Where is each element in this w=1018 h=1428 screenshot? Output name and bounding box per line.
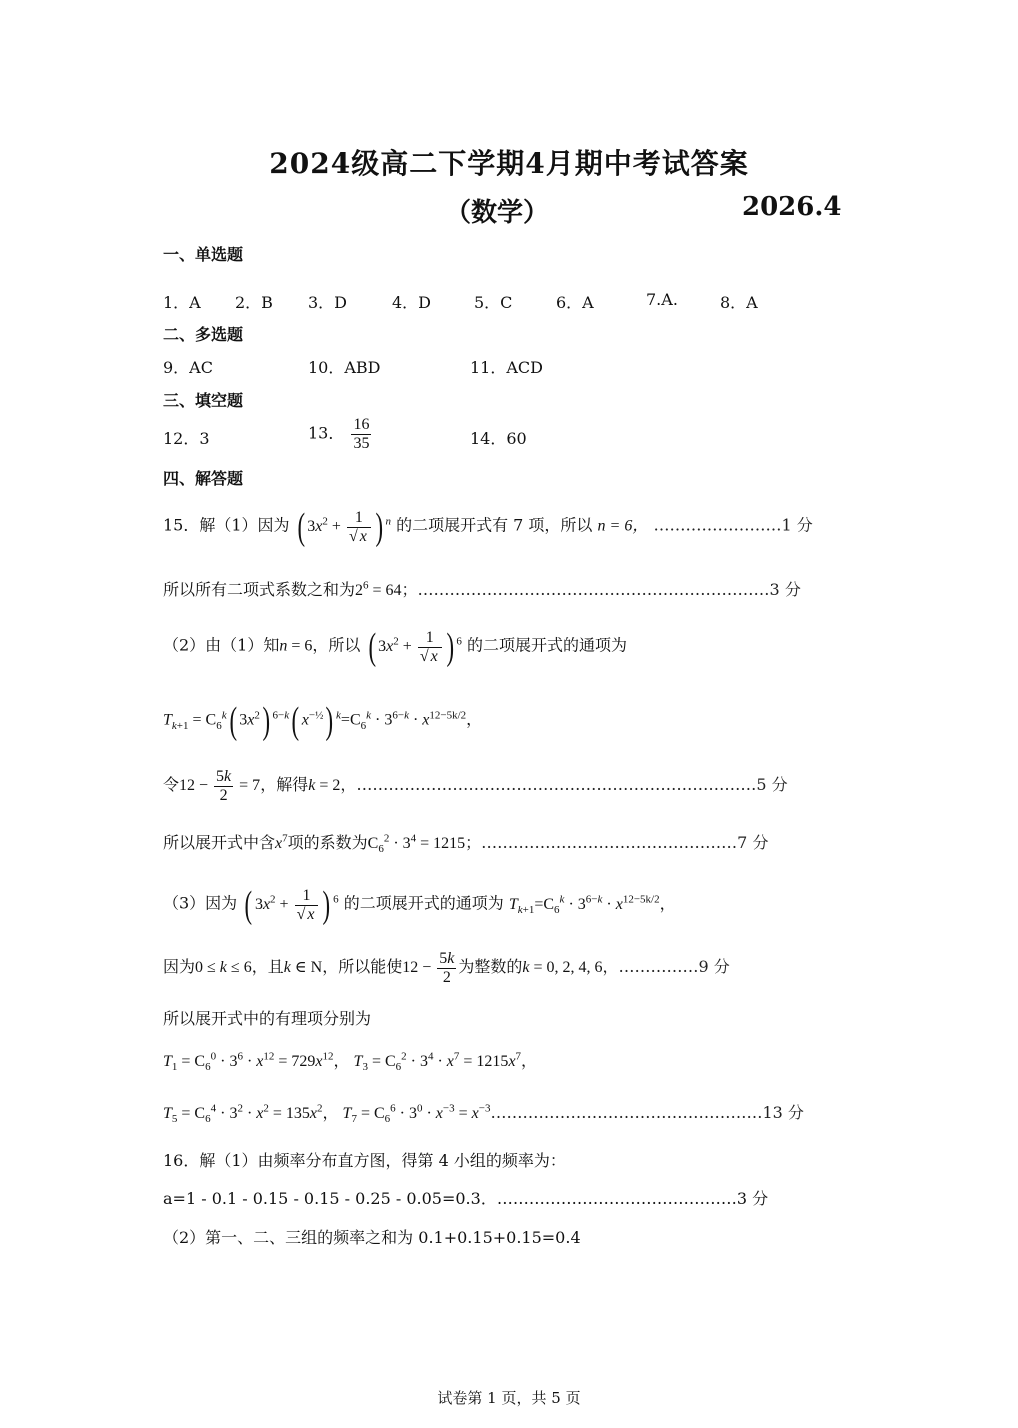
q15-general-term: $T_{k+1} = C_6^k$( $3x^2$) $^{6-k}$( $x^{-\frac{1}{2}}$) $^k=C_6^k \cdot 3^{6-k} \cdot x^{12-5k/2}$， <box>163 700 483 742</box>
section-single-choice: 一、单选题 <box>163 245 244 264</box>
section-solutions: 四、解答题 <box>163 469 244 488</box>
answer-item: 9．AC <box>163 358 213 377</box>
q16-line-1: 16．解（1）由频率分布直方图，得第 4 小组的频率为： <box>163 1151 566 1170</box>
q16-line-3: （2）第一、二、三组的频率之和为 0.1+0.15+0.15=0.4 <box>163 1228 581 1247</box>
text: ，所以 <box>312 635 361 655</box>
text: ，解得 <box>260 774 309 794</box>
text: 所以展开式中含 <box>163 833 276 852</box>
binomial-expression: ( $3x^2$ + $\frac{1}{√ x}$ ) $^n$ <box>297 506 391 548</box>
score-marker: ……………………1 分 <box>653 515 813 535</box>
q15-line-6: 所以展开式中含$x^7$项的系数为$C_6^2 \cdot 3^4 = 1215$；…………………………………………7 分 <box>163 832 769 856</box>
q15-line-1 <box>163 508 813 546</box>
exam-date: 2026.4 <box>742 192 842 222</box>
section-fill-blank: 三、填空题 <box>163 391 244 410</box>
answer-item: 3．D <box>308 293 348 312</box>
answer-item: 5．C <box>474 293 513 312</box>
score-marker: ……………………………………………13 分 <box>490 1103 804 1122</box>
answer-item: 10．ABD <box>308 358 381 377</box>
text: 15．解（1）因为 <box>163 515 290 535</box>
fraction-denominator: 35 <box>353 434 370 452</box>
text: 为整数的 <box>458 956 523 976</box>
q15-line-8: 因为0 ≤ k ≤ 6，且k ∈ N，所以能使12 − $\frac{5k}{2}$ 为整数的k = 0, 2, 4, 6，……………9 分 <box>163 950 730 986</box>
text: （3）因为 <box>163 893 238 913</box>
answer-item: 6．A <box>556 293 594 312</box>
answer-item: 4．D <box>392 293 432 312</box>
answer-item: 2．B <box>235 293 273 312</box>
page-footer: 试卷第 1 页，共 5 页 <box>437 1389 581 1407</box>
text: ，所以能使 <box>322 956 403 976</box>
answer-item: 7.A. <box>646 290 678 309</box>
answer-label: 13． <box>308 423 345 443</box>
section-multi-choice: 二、多选题 <box>163 325 244 344</box>
text: 令 <box>163 774 180 794</box>
q15-line-5: 令12 − $\frac{5k}{2}$ = 7，解得k = 2，…………………………………………………………………5 分 <box>163 768 788 804</box>
score-marker: ；…………………………………………………………3 分 <box>401 580 801 599</box>
q15-line-3: （2）由（1）知n = 6，所以 ( $3x^2$ + $\frac{1}{√ x}$ ) $^6$ 的二项展开式的通项为 <box>163 626 627 668</box>
q15-line-2: 所以所有二项式系数之和为$2^6 = 64$；…………………………………………………………3 分 <box>163 579 801 599</box>
answer-item: 1．A <box>163 293 201 312</box>
answer-item: 11．ACD <box>470 358 543 377</box>
q15-line-7: （3）因为 ( $3x^2$ + $\frac{1}{√ x}$ ) $^6$ 的二项展开式的通项为 $T_{k+1}=C_6^k \cdot 3^{6-k} \cdot x^{12-5k/2}$， <box>163 884 676 926</box>
text: 因为 <box>163 956 196 976</box>
answer-item: 8．A <box>720 293 758 312</box>
subject-label: （数学） <box>445 198 550 228</box>
q15-rational-terms-1: $T_1 = C_6^0 \cdot 3^6 \cdot x^{12} = 729x^{12}$， $T_3 = C_6^2 \cdot 3^4 \cdot x^7 = 1215x^7$， <box>163 1050 538 1074</box>
score-marker: ，……………9 分 <box>602 956 730 976</box>
score-marker: ，…………………………………………………………………5 分 <box>340 774 788 794</box>
q16-line-2: a=1 - 0.1 - 0.15 - 0.15 - 0.25 - 0.05=0.3．………………………………………3 分 <box>163 1189 769 1208</box>
text: 的二项展开式的通项为 <box>466 635 627 655</box>
text: 的二项展开式的通项为 <box>343 893 504 913</box>
text: 的二项展开式有 7 项，所以 <box>396 515 593 535</box>
answer-item-fraction <box>308 416 373 452</box>
q15-rational-terms-2: $T_5 = C_6^4 \cdot 3^2 \cdot x^2 = 135x^2$， $T_7 = C_6^6 \cdot 3^0 \cdot x^{-3}$ = $x^{-3}\dots\dots\dots\dots\dots\dots\dots\dots\dots\dots\dots\dots\dots\dots\dots\dots\dots 13$ 分 <box>163 1102 804 1126</box>
page-title: 2024级高二下学期4月期中考试答案 <box>269 147 749 180</box>
equation: n = 6， <box>597 517 649 535</box>
text: 项的系数为 <box>287 833 368 852</box>
q15-line-9: 所以展开式中的有理项分别为 <box>163 1009 372 1028</box>
answer-item: 14．60 <box>470 429 527 448</box>
text: 所以所有二项式系数之和为 <box>163 580 356 599</box>
text: （2）由（1）知 <box>163 635 280 655</box>
text: ，且 <box>251 956 284 976</box>
answer-item: 12．3 <box>163 429 210 448</box>
fraction-numerator: 16 <box>353 416 370 433</box>
score-marker: ；…………………………………………7 分 <box>465 833 769 852</box>
